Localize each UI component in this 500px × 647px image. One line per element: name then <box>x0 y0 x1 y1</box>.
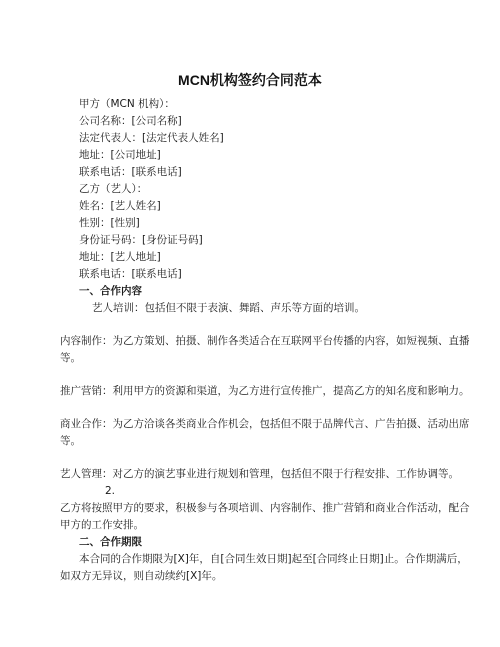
section-2-heading: 二、合作期限 <box>79 536 142 548</box>
business-clause-line-1: 商业合作：为乙方洽谈各类商业合作机会，包括但不限于品牌代言、广告拍摄、活动出席 <box>60 418 470 430</box>
management-clause: 艺人管理：对乙方的演艺事业进行规划和管理，包括但不限于行程安排、工作协调等。 <box>60 468 459 480</box>
party-b-name: 姓名：[艺人姓名] <box>79 200 161 212</box>
obligation-clause-line-1: 乙方将按照甲方的要求，积极参与各项培训、内容制作、推广营销和商业合作活动，配合 <box>60 502 470 514</box>
party-a-legal-rep: 法定代表人：[法定代表人姓名] <box>79 132 224 144</box>
page-title: MCN机构签约合同范本 <box>178 72 322 88</box>
party-a-company-name: 公司名称：[公司名称] <box>79 115 182 127</box>
content-clause-line-2: 等。 <box>60 352 81 364</box>
content-clause-line-1: 内容制作：为乙方策划、拍摄、制作各类适合在互联网平台传播的内容，如短视频、直播 <box>60 335 470 347</box>
party-b-phone: 联系电话：[联系电话] <box>79 268 182 280</box>
party-a-phone: 联系电话：[联系电话] <box>79 166 182 178</box>
party-b-header: 乙方（艺人）： <box>79 183 148 195</box>
party-a-header: 甲方（MCN 机构）： <box>79 98 175 110</box>
party-b-id-number: 身份证号码：[身份证号码] <box>79 234 203 246</box>
term-clause-line-2: 如双方无异议，则自动续约[X]年。 <box>60 570 223 582</box>
obligation-clause-line-2: 甲方的工作安排。 <box>60 519 144 531</box>
promotion-clause: 推广营销：利用甲方的资源和渠道，为乙方进行宣传推广，提高乙方的知名度和影响力。 <box>60 385 470 397</box>
section-1-heading: 一、合作内容 <box>79 285 142 297</box>
item-2-number: 2. <box>105 485 116 497</box>
party-b-address: 地址：[艺人地址] <box>79 251 161 263</box>
party-a-address: 地址：[公司地址] <box>79 149 161 161</box>
business-clause-line-2: 等。 <box>60 435 81 447</box>
term-clause-line-1: 本合同的合作期限为[X]年，自[合同生效日期]起至[合同终止日期]止。合作期满后， <box>79 553 468 565</box>
training-clause: 艺人培训：包括但不限于表演、舞蹈、声乐等方面的培训。 <box>92 302 365 314</box>
party-b-gender: 性别：[性别] <box>79 217 140 229</box>
